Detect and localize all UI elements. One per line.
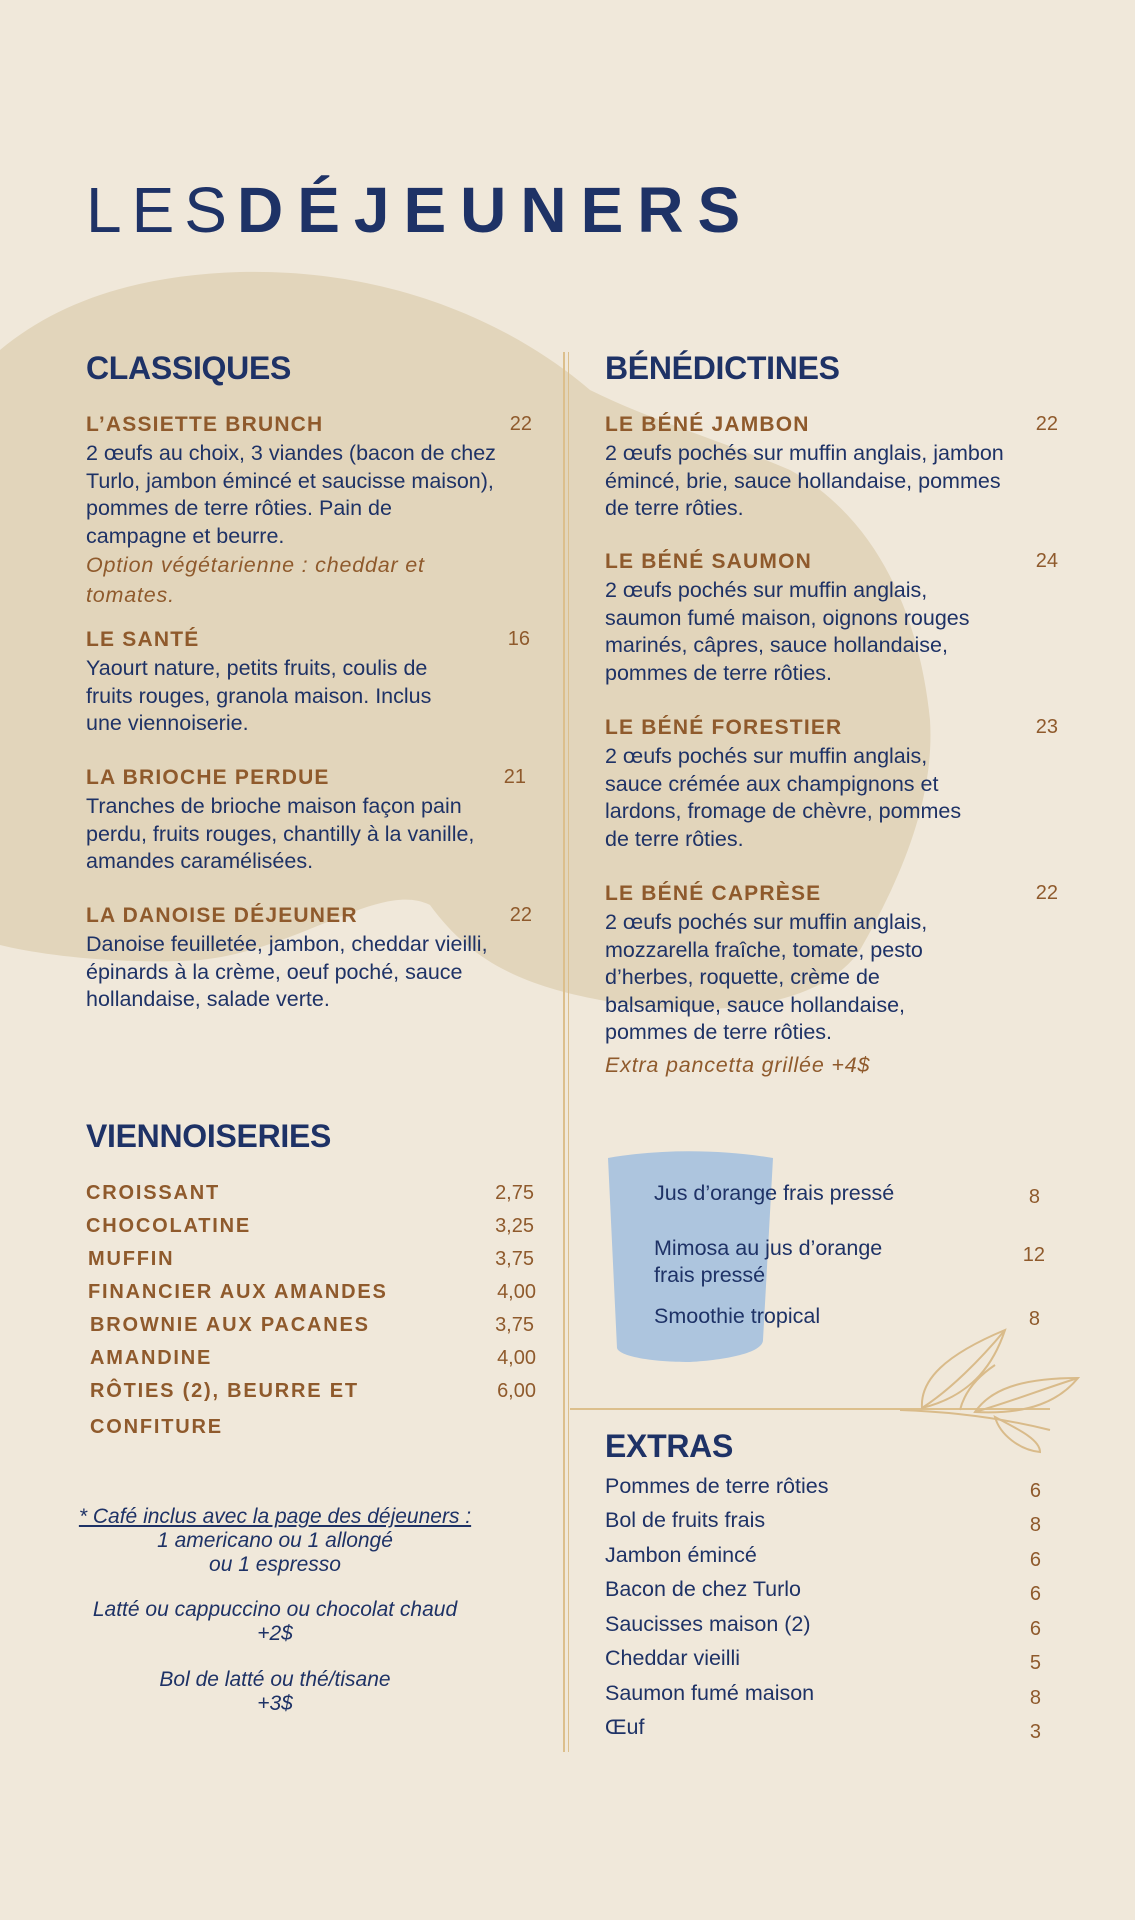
extra-price-oeuf: 3 xyxy=(1029,1721,1041,1743)
extra-name-saucisses: Saucisses maison (2) xyxy=(605,1612,811,1636)
extra-name-oeuf: Œuf xyxy=(605,1715,645,1739)
item-price-assiette-brunch: 22 xyxy=(509,413,532,435)
coffee-note-line3: ou 1 espresso xyxy=(209,1553,341,1576)
item-description-le-sante: Yaourt nature, petits fruits, coulis de fruits rouges, granola maison. Inclus une viennoiserie. xyxy=(86,656,432,735)
extra-price-saucisses: 6 xyxy=(1029,1618,1041,1640)
column-divider-inner xyxy=(568,352,569,1752)
item-description-bene-jambon: 2 œufs pochés sur muffin anglais, jambon émincé, brie, sauce hollandaise, pommes de terre rôties. xyxy=(605,441,1004,520)
item-name-bene-saumon: LE BÉNÉ SAUMON xyxy=(605,550,812,573)
item-description-assiette-brunch: 2 œufs au choix, 3 viandes (bacon de chez Turlo, jambon émincé et saucisse maison), pommes de terre rôties. Pain de campagne et beurre. xyxy=(86,441,496,548)
item-description-danoise-dejeuner: Danoise feuilletée, jambon, cheddar vieilli, épinards à la crème, oeuf poché, sauce hollandaise, salade verte. xyxy=(86,932,488,1011)
coffee-note-line6: Bol de latté ou thé/tisane xyxy=(159,1668,391,1691)
item-price-bene-forestier: 23 xyxy=(1035,716,1058,738)
viennoiserie-price-financier: 4,00 xyxy=(497,1281,536,1303)
coffee-note-line5: +2$ xyxy=(257,1622,293,1645)
section-heading-benedictines: BÉNÉDICTINES xyxy=(605,350,840,386)
extra-price-saumon: 8 xyxy=(1029,1687,1041,1709)
viennoiserie-price-muffin: 3,75 xyxy=(495,1248,534,1270)
extra-name-bacon: Bacon de chez Turlo xyxy=(605,1577,802,1601)
section-heading-viennoiseries: VIENNOISERIES xyxy=(86,1118,332,1154)
item-name-bene-caprese: LE BÉNÉ CAPRÈSE xyxy=(605,882,822,905)
extra-name-fruits: Bol de fruits frais xyxy=(605,1508,766,1532)
item-name-bene-jambon: LE BÉNÉ JAMBON xyxy=(605,413,810,436)
extra-price-bacon: 6 xyxy=(1029,1583,1041,1605)
coffee-note-line2: 1 americano ou 1 allongé xyxy=(157,1529,393,1552)
drink-price-mimosa: 12 xyxy=(1022,1244,1045,1266)
viennoiserie-name-roties: RÔTIES (2), BEURRE ET xyxy=(90,1380,359,1402)
extra-price-jambon: 6 xyxy=(1029,1549,1041,1571)
extra-name-saumon: Saumon fumé maison xyxy=(605,1681,815,1705)
title-bold: DÉJEUNERS xyxy=(236,174,755,246)
leaf-branch-icon xyxy=(900,1320,1090,1460)
drink-name-mimosa: Mimosa au jus d’orange xyxy=(654,1236,883,1260)
viennoiserie-name-muffin: MUFFIN xyxy=(88,1248,175,1270)
drink-name-smoothie: Smoothie tropical xyxy=(654,1304,821,1328)
extra-price-fruits: 8 xyxy=(1029,1514,1041,1536)
viennoiserie-price-croissant: 2,75 xyxy=(495,1182,534,1204)
extra-name-cheddar: Cheddar vieilli xyxy=(605,1646,741,1670)
viennoiserie-price-brownie: 3,75 xyxy=(495,1314,534,1336)
item-option-vegetarian: Option végétarienne : cheddar et tomates. xyxy=(86,553,425,607)
column-divider xyxy=(563,352,565,1752)
viennoiserie-price-chocolatine: 3,25 xyxy=(495,1215,534,1237)
item-description-bene-saumon: 2 œufs pochés sur muffin anglais, saumon fumé maison, oignons rouges marinés, câpres, sauce hollandaise, pommes de terre rôties. xyxy=(605,578,970,685)
drink-price-orange-juice: 8 xyxy=(1028,1186,1040,1208)
viennoiserie-price-roties: 6,00 xyxy=(497,1380,536,1402)
section-heading-classiques: CLASSIQUES xyxy=(86,350,292,386)
page-title xyxy=(86,174,755,246)
extra-price-pommes: 6 xyxy=(1029,1480,1041,1502)
extra-name-jambon: Jambon émincé xyxy=(605,1543,757,1567)
item-name-brioche-perdue: LA BRIOCHE PERDUE xyxy=(86,766,330,789)
viennoiserie-name-roties-line2: CONFITURE xyxy=(90,1416,223,1438)
item-description-brioche-perdue: Tranches de brioche maison façon pain perdu, fruits rouges, chantilly à la vanille, amandes caramélisées. xyxy=(86,794,475,873)
extra-name-pommes: Pommes de terre rôties xyxy=(605,1474,829,1498)
item-price-bene-caprese: 22 xyxy=(1035,882,1058,904)
viennoiserie-name-brownie: BROWNIE AUX PACANES xyxy=(90,1314,370,1336)
title-light: LES xyxy=(86,174,237,246)
viennoiserie-name-financier: FINANCIER AUX AMANDES xyxy=(88,1281,388,1303)
coffee-note-line4: Latté ou cappuccino ou chocolat chaud xyxy=(92,1598,458,1621)
coffee-note-line7: +3$ xyxy=(257,1692,293,1715)
extra-pancetta-note: Extra pancetta grillée +4$ xyxy=(605,1053,871,1077)
viennoiserie-name-croissant: CROISSANT xyxy=(86,1182,220,1204)
coffee-note-heading: * Café inclus avec la page des déjeuners : xyxy=(78,1505,472,1528)
item-name-assiette-brunch: L’ASSIETTE BRUNCH xyxy=(86,413,324,436)
item-name-le-sante: LE SANTÉ xyxy=(86,628,200,651)
item-description-bene-caprese: 2 œufs pochés sur muffin anglais, mozzarella fraîche, tomate, pesto d’herbes, roquette, crème de balsamique, sauce hollandaise, pommes de terre rôties. xyxy=(605,910,928,1044)
item-name-bene-forestier: LE BÉNÉ FORESTIER xyxy=(605,716,843,739)
drink-price-smoothie: 8 xyxy=(1028,1308,1040,1330)
viennoiserie-price-amandine: 4,00 xyxy=(497,1347,536,1369)
item-price-danoise-dejeuner: 22 xyxy=(509,904,532,926)
item-price-bene-saumon: 24 xyxy=(1035,550,1058,572)
extra-price-cheddar: 5 xyxy=(1029,1652,1041,1674)
drink-name-mimosa-line2: frais pressé xyxy=(654,1263,766,1287)
section-heading-extras: EXTRAS xyxy=(605,1428,733,1464)
item-price-le-sante: 16 xyxy=(507,628,530,650)
viennoiserie-name-chocolatine: CHOCOLATINE xyxy=(86,1215,251,1237)
item-description-bene-forestier: 2 œufs pochés sur muffin anglais, sauce crémée aux champignons et lardons, fromage de chèvre, pommes de terre rôties. xyxy=(605,744,962,851)
item-name-danoise-dejeuner: LA DANOISE DÉJEUNER xyxy=(86,904,358,927)
item-price-bene-jambon: 22 xyxy=(1035,413,1058,435)
viennoiserie-name-amandine: AMANDINE xyxy=(90,1347,213,1369)
drink-name-orange-juice: Jus d’orange frais pressé xyxy=(654,1181,895,1205)
item-price-brioche-perdue: 21 xyxy=(503,766,526,788)
